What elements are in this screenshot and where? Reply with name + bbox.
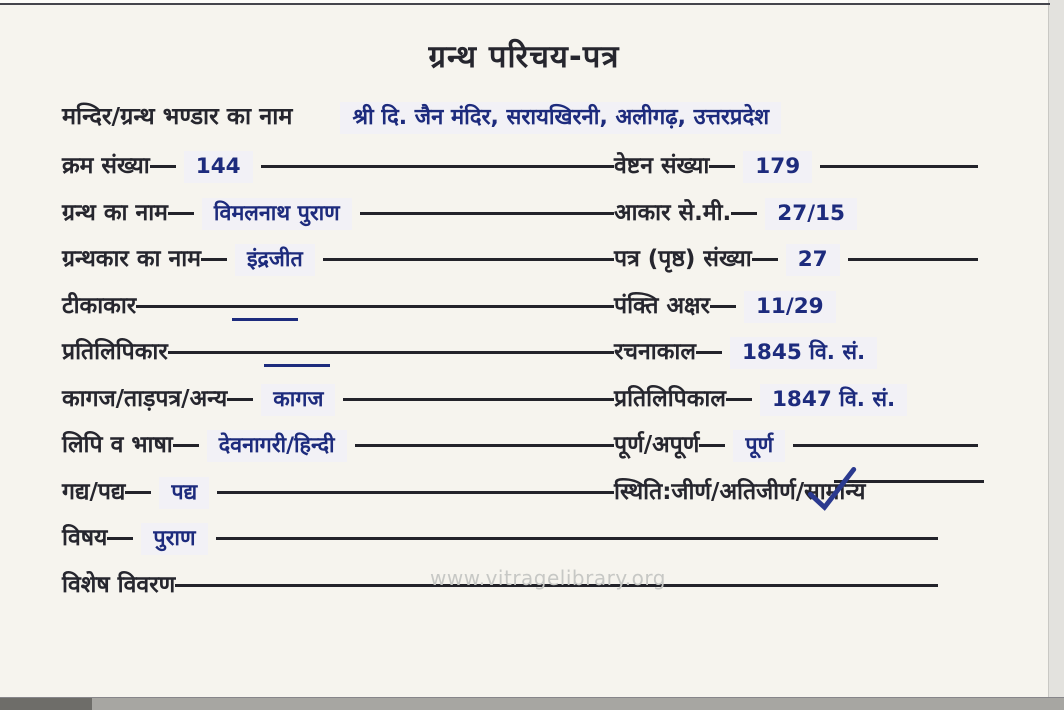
field-script-language (62, 430, 614, 477)
field-book-name-value: विमलनाथ पुराण (202, 198, 352, 230)
field-condition-checked-value (804, 477, 865, 507)
rule-segment (709, 165, 735, 168)
field-script-language-value: देवनागरी/हिन्दी (207, 430, 347, 462)
rule-segment (699, 444, 725, 447)
rule-line (343, 398, 614, 401)
field-bundle-number-value: 179 (743, 151, 812, 183)
check-mark-icon (802, 464, 860, 516)
rule-segment (125, 491, 151, 494)
field-prose-verse (62, 477, 614, 524)
rule-segment (175, 584, 201, 587)
field-size-cm (614, 198, 978, 245)
field-book-name-label: ग्रन्थ का नाम (62, 199, 168, 226)
field-temple-name-value: श्री दि. जैन मंदिर, सरायखिरनी, अलीगढ़, उत्तरप्रदेश (340, 102, 781, 134)
field-bundle-number-label: वेष्टन संख्या (614, 153, 710, 179)
field-copy-date (614, 384, 978, 431)
field-size-cm-value: 27/15 (765, 198, 857, 230)
rule-segment (150, 165, 176, 168)
field-serial-number-label: क्रम संख्या (62, 153, 150, 179)
field-page-count (614, 244, 978, 291)
field-prose-verse-value: पद्य (159, 477, 209, 509)
field-subject (62, 523, 938, 570)
scan-top-edge (0, 3, 1050, 5)
rule-line (793, 444, 978, 447)
rule-line (355, 444, 614, 447)
field-bundle-number (614, 151, 978, 198)
form-row (62, 244, 978, 291)
field-special-details-label: विशेष विवरण (62, 571, 176, 598)
page-title: ग्रन्थ परिचय-पत्र (428, 39, 620, 75)
form-row (62, 523, 978, 570)
field-commentator-blank-mark (232, 318, 298, 321)
field-book-name (62, 198, 614, 245)
form-row (62, 384, 978, 431)
rule-line (360, 212, 614, 215)
rule-line (261, 165, 614, 168)
rule-segment (710, 305, 736, 308)
field-completeness (614, 430, 978, 477)
field-lines-letters (614, 291, 978, 338)
rule-segment (726, 398, 752, 401)
field-copyist (62, 337, 614, 384)
field-serial-number-value: 144 (184, 151, 253, 183)
form-row (62, 198, 978, 245)
field-size-cm-label: आकार से.मी. (614, 199, 732, 226)
rule-line (162, 305, 614, 308)
field-copy-date-value: 1847 वि. सं. (760, 384, 907, 416)
rule-segment (201, 258, 227, 261)
catalog-card (0, 5, 1048, 697)
form-row (62, 151, 978, 198)
field-material (62, 384, 614, 431)
field-copyist-blank-mark (264, 364, 330, 367)
field-condition (614, 477, 978, 524)
field-lines-letters-label: पंक्ति अक्षर (614, 292, 710, 319)
field-author-name-label: ग्रन्थकार का नाम (62, 246, 201, 272)
field-condition-checked-text: सामान्य (804, 478, 866, 505)
field-commentator-label: टीकाकार (62, 292, 137, 319)
rule-segment (173, 444, 199, 447)
scan-corner-smudge (0, 698, 92, 710)
rule-line (848, 258, 978, 261)
field-temple-name (62, 101, 1008, 143)
rule-line (194, 351, 614, 354)
scan-bottom-edge (0, 697, 1064, 710)
rule-line (217, 491, 614, 494)
field-author-name (62, 244, 614, 291)
field-material-label: कागज/ताड़पत्र/अन्य (62, 385, 228, 412)
rule-line (216, 537, 938, 540)
form-row (62, 291, 978, 338)
rule-segment (168, 351, 194, 354)
form-row (62, 337, 978, 384)
rule-line (820, 165, 978, 168)
form-rows (62, 151, 978, 616)
form-row (62, 477, 978, 524)
field-commentator (62, 291, 614, 338)
field-temple-name-label: मन्दिर/ग्रन्थ भण्डार का नाम (62, 102, 293, 130)
rule-segment (136, 305, 162, 308)
field-composition-date-label: रचनाकाल (614, 339, 696, 365)
field-subject-label: विषय (62, 525, 108, 551)
field-material-value: कागज (261, 384, 335, 416)
field-prose-verse-label: गद्य/पद्य (62, 478, 126, 505)
field-composition-date (614, 337, 978, 384)
field-lines-letters-value: 11/29 (744, 291, 836, 323)
field-page-count-value: 27 (786, 244, 840, 276)
field-composition-date-value: 1845 वि. सं. (730, 337, 877, 369)
rule-segment (227, 398, 253, 401)
field-serial-number (62, 151, 614, 198)
scan-right-edge (1048, 0, 1064, 710)
field-page-count-label: पत्र (पृष्ठ) संख्या (614, 246, 752, 272)
rule-segment (696, 351, 722, 354)
rule-segment (731, 212, 757, 215)
rule-line (323, 258, 614, 261)
field-author-name-value: इंद्रजीत (235, 244, 315, 276)
field-condition-label: स्थिति:जीर्ण/अतिजीर्ण/ (614, 478, 805, 505)
watermark: www.vitragelibrary.org (430, 566, 666, 590)
rule-segment (107, 537, 133, 540)
field-completeness-label: पूर्ण/अपूर्ण (614, 432, 700, 458)
rule-segment (168, 212, 194, 215)
rule-segment (752, 258, 778, 261)
field-subject-value: पुराण (141, 523, 207, 555)
field-script-language-label: लिपि व भाषा (62, 432, 173, 458)
field-copy-date-label: प्रतिलिपिकाल (614, 385, 726, 412)
field-completeness-value: पूर्ण (733, 430, 785, 462)
field-copyist-label: प्रतिलिपिकार (62, 339, 168, 365)
